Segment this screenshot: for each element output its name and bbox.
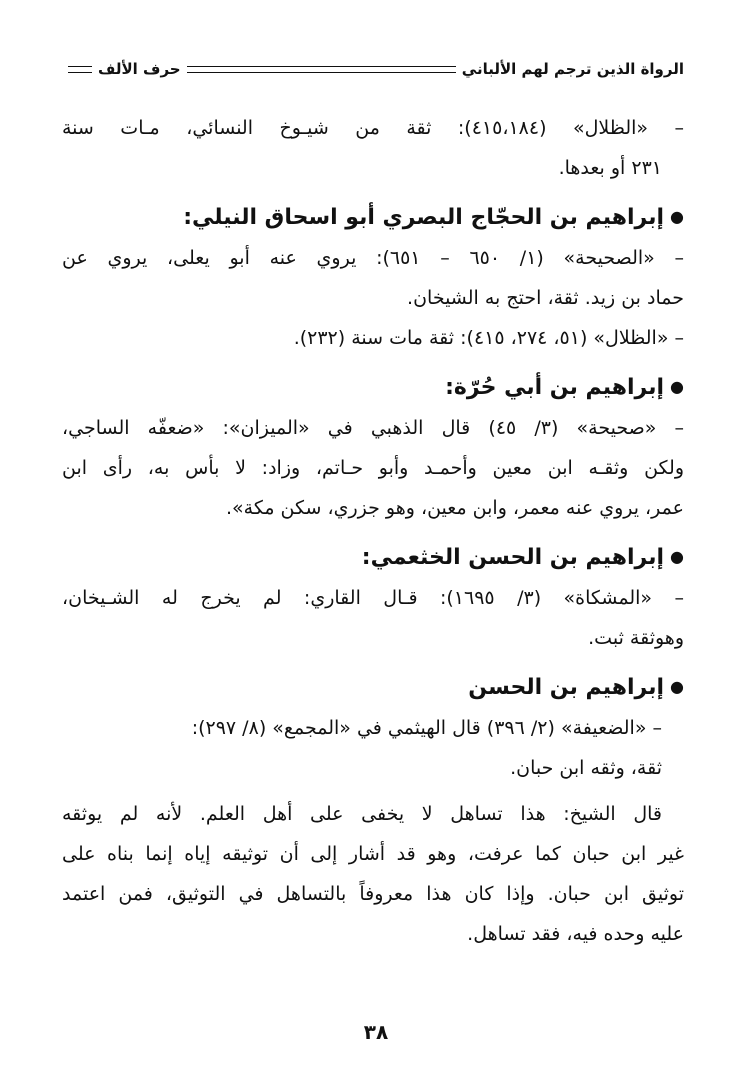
page-number: ٣٨ (363, 1020, 389, 1044)
entry-heading-text: إبراهيم بن الحسن الخثعمي: (361, 545, 665, 570)
bullet-icon: ● (670, 547, 684, 566)
entry-ibrahim-ibn-al-hajjaj (62, 196, 684, 358)
bullet-icon: ● (670, 377, 684, 396)
text-line: عمر، يروي عنه معمر، وابن معين، وهو جزري، سكن مكة». (225, 497, 684, 519)
text-line: – «الضعيفة» (٢/ ٣٩٦) قال الهيثمي في «المجمع» (٨/ ٢٩٧): (191, 717, 662, 739)
entry-continuation (62, 108, 684, 188)
entry-heading-text: إبراهيم بن الحسن (468, 675, 665, 700)
entry-heading-text: إبراهيم بن أبي حُرّة: (445, 375, 665, 400)
entry-ibrahim-ibn-al-hasan-al-khathami (62, 536, 684, 658)
header-title: الرواة الذين ترجم لهم الألباني (461, 60, 684, 78)
text-line: – «الصحيحة» (١/ ٦٥٠ – ٦٥١): يروي عنه أبو يعلى، يروي عن (62, 247, 684, 269)
entry-heading-text: إبراهيم بن الحجّاج البصري أبو اسحاق النيلي: (183, 205, 665, 230)
bullet-icon: ● (670, 677, 684, 696)
entry-heading (62, 366, 684, 408)
entry-heading (62, 196, 684, 238)
sheikh-comment (62, 794, 684, 954)
text-line: حماد بن زيد. ثقة، احتج به الشيخان. (407, 287, 684, 309)
text-line: توثيق ابن حبان. وإذا كان هذا معروفاً بالتساهل في التوثيق، فمن اعتمد (62, 883, 684, 905)
header-rule-end (68, 66, 92, 73)
text-line: – «الظلال» (٥١، ٢٧٤، ٤١٥): ثقة مات سنة (٢٣٢). (293, 327, 684, 349)
entry-heading (62, 666, 684, 708)
text-line: ولكن وثقـه ابن معين وأحمـد وأبو حـاتم، وزاد: لا بأس به، رأى ابن (62, 457, 684, 479)
page-content (62, 108, 684, 954)
entry-heading (62, 536, 684, 578)
running-header (62, 55, 684, 83)
text-line: عليه وحده فيه، فقد تساهل. (467, 923, 684, 945)
text-line: غير ابن حبان كما عرفت، وهو قد أشار إلى أن توثيقه إياه إنما بناه على (62, 843, 684, 865)
text-line: – «الظلال» (٤١٥،١٨٤): ثقة من شيـوخ النسائي، مـات سنة (62, 117, 684, 139)
entry-ibrahim-ibn-al-hasan (62, 666, 684, 788)
text-line: ثقة، وثقه ابن حبان. (510, 757, 662, 779)
bullet-icon: ● (670, 207, 684, 226)
header-rule (187, 66, 456, 73)
header-section: حرف الألف (98, 60, 181, 78)
text-line: قال الشيخ: هذا تساهل لا يخفى على أهل العلم. لأنه لم يوثقه (62, 803, 662, 825)
entry-ibrahim-ibn-abi-hurra (62, 366, 684, 528)
text-line: – «صحيحة» (٣/ ٤٥) قال الذهبي في «الميزان»: «ضعفّه الساجي، (62, 417, 684, 439)
text-line: وهوثقة ثبت. (588, 627, 684, 649)
text-line: ٢٣١ أو بعدها. (558, 157, 662, 179)
text-line: – «المشكاة» (٣/ ١٦٩٥): قـال القاري: لم يخرج له الشـيخان، (62, 587, 684, 609)
